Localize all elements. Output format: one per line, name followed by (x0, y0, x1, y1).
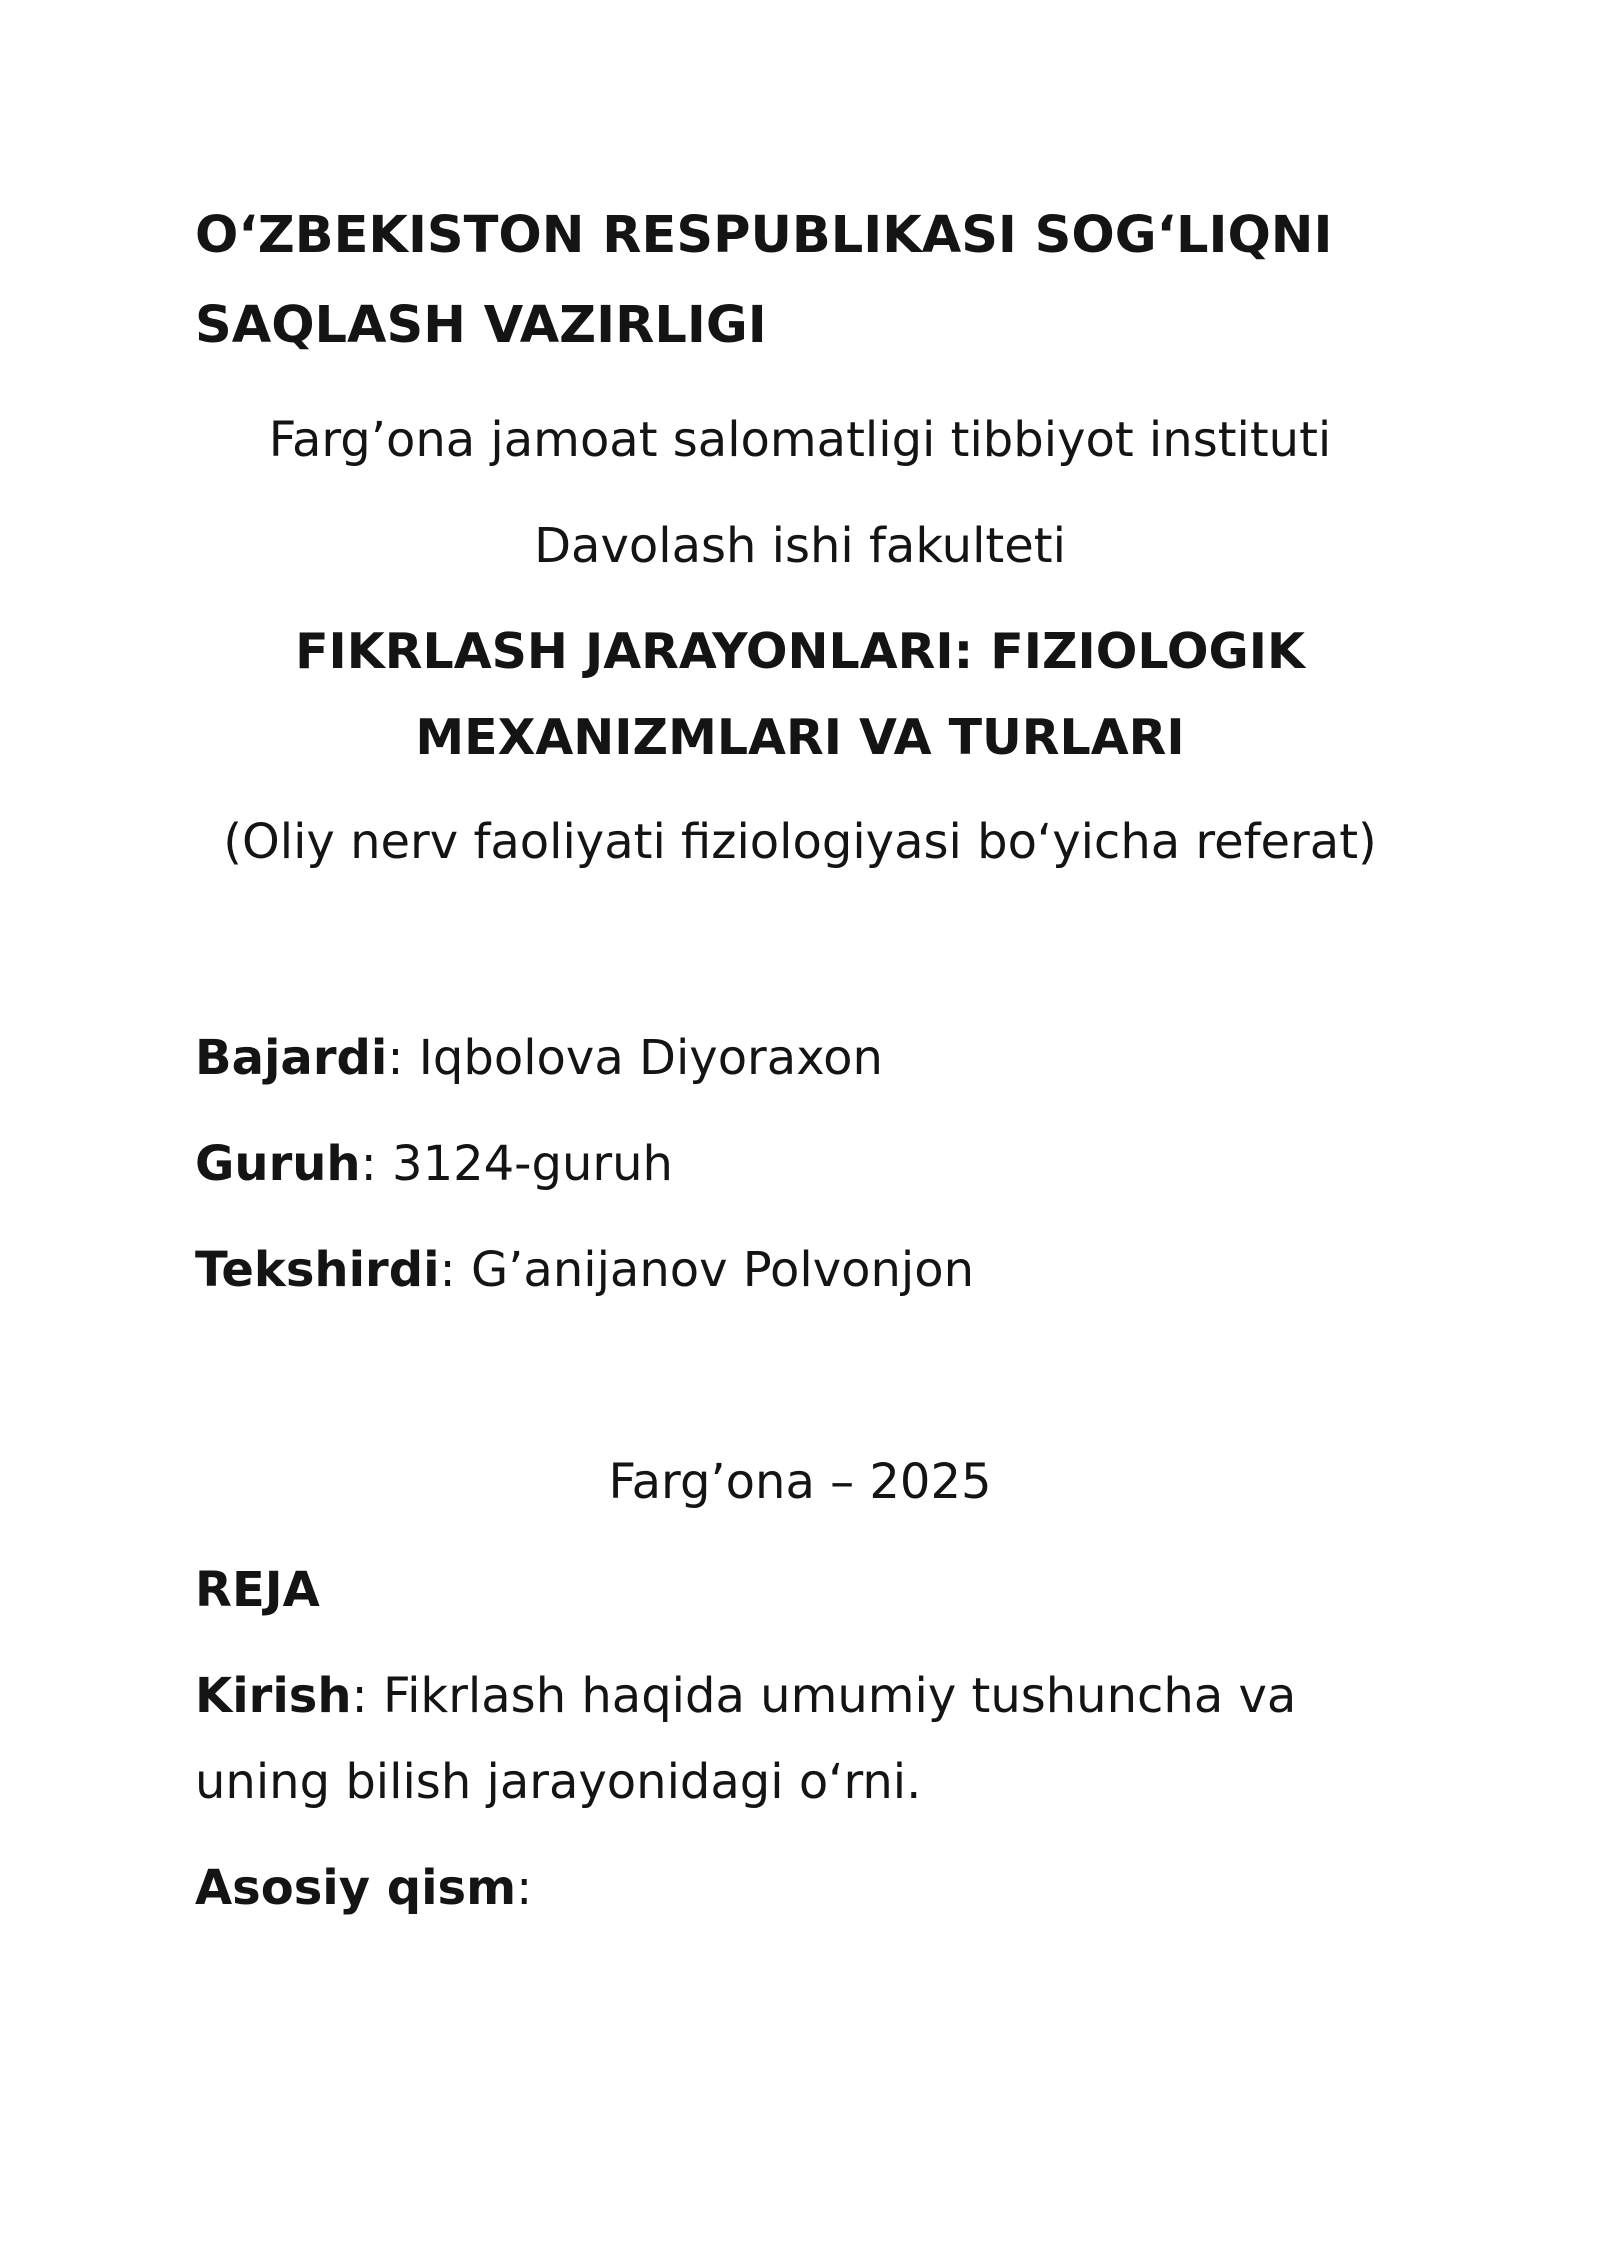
topic-title-line-1: FIKRLASH JARAYONLARI: FIZIOLOGIK (295, 623, 1305, 680)
intro-line-1 (195, 1666, 1296, 1726)
intro-label: Kirish (195, 1668, 352, 1724)
intro-text: : Fikrlash haqida umumiy tushuncha va (351, 1668, 1297, 1724)
group-value: : 3124-guruh (360, 1136, 673, 1192)
topic-subtitle: (Oliy nerv faoliyati fiziologiyasi bo‘yicha referat) (223, 814, 1377, 870)
intro-line-2: uning bilish jarayonidagi o‘rni. (195, 1754, 922, 1810)
place-year: Farg’ona – 2025 (608, 1454, 992, 1510)
group-line (195, 1134, 673, 1194)
checker-value: : G’anijanov Polvonjon (439, 1242, 975, 1298)
main-part-label: Asosiy qism (195, 1860, 517, 1916)
plan-heading: REJA (195, 1562, 320, 1618)
performer-value: : Iqbolova Diyoraxon (387, 1030, 883, 1086)
institute-name: Farg’ona jamoat salomatligi tibbiyot instituti (268, 412, 1332, 468)
main-part-text: : (516, 1860, 533, 1916)
checker-label: Tekshirdi (195, 1242, 440, 1298)
topic-title-line-2: MEXANIZMLARI VA TURLARI (415, 709, 1185, 766)
ministry-line-2: SAQLASH VAZIRLIGI (195, 296, 767, 355)
performer-line (195, 1028, 883, 1088)
performer-label: Bajardi (195, 1030, 388, 1086)
main-part-line (195, 1858, 532, 1918)
faculty-name: Davolash ishi fakulteti (534, 518, 1066, 574)
ministry-line-1: O‘ZBEKISTON RESPUBLIKASI SOG‘LIQNI (195, 206, 1333, 265)
checker-line (195, 1240, 974, 1300)
group-label: Guruh (195, 1136, 361, 1192)
